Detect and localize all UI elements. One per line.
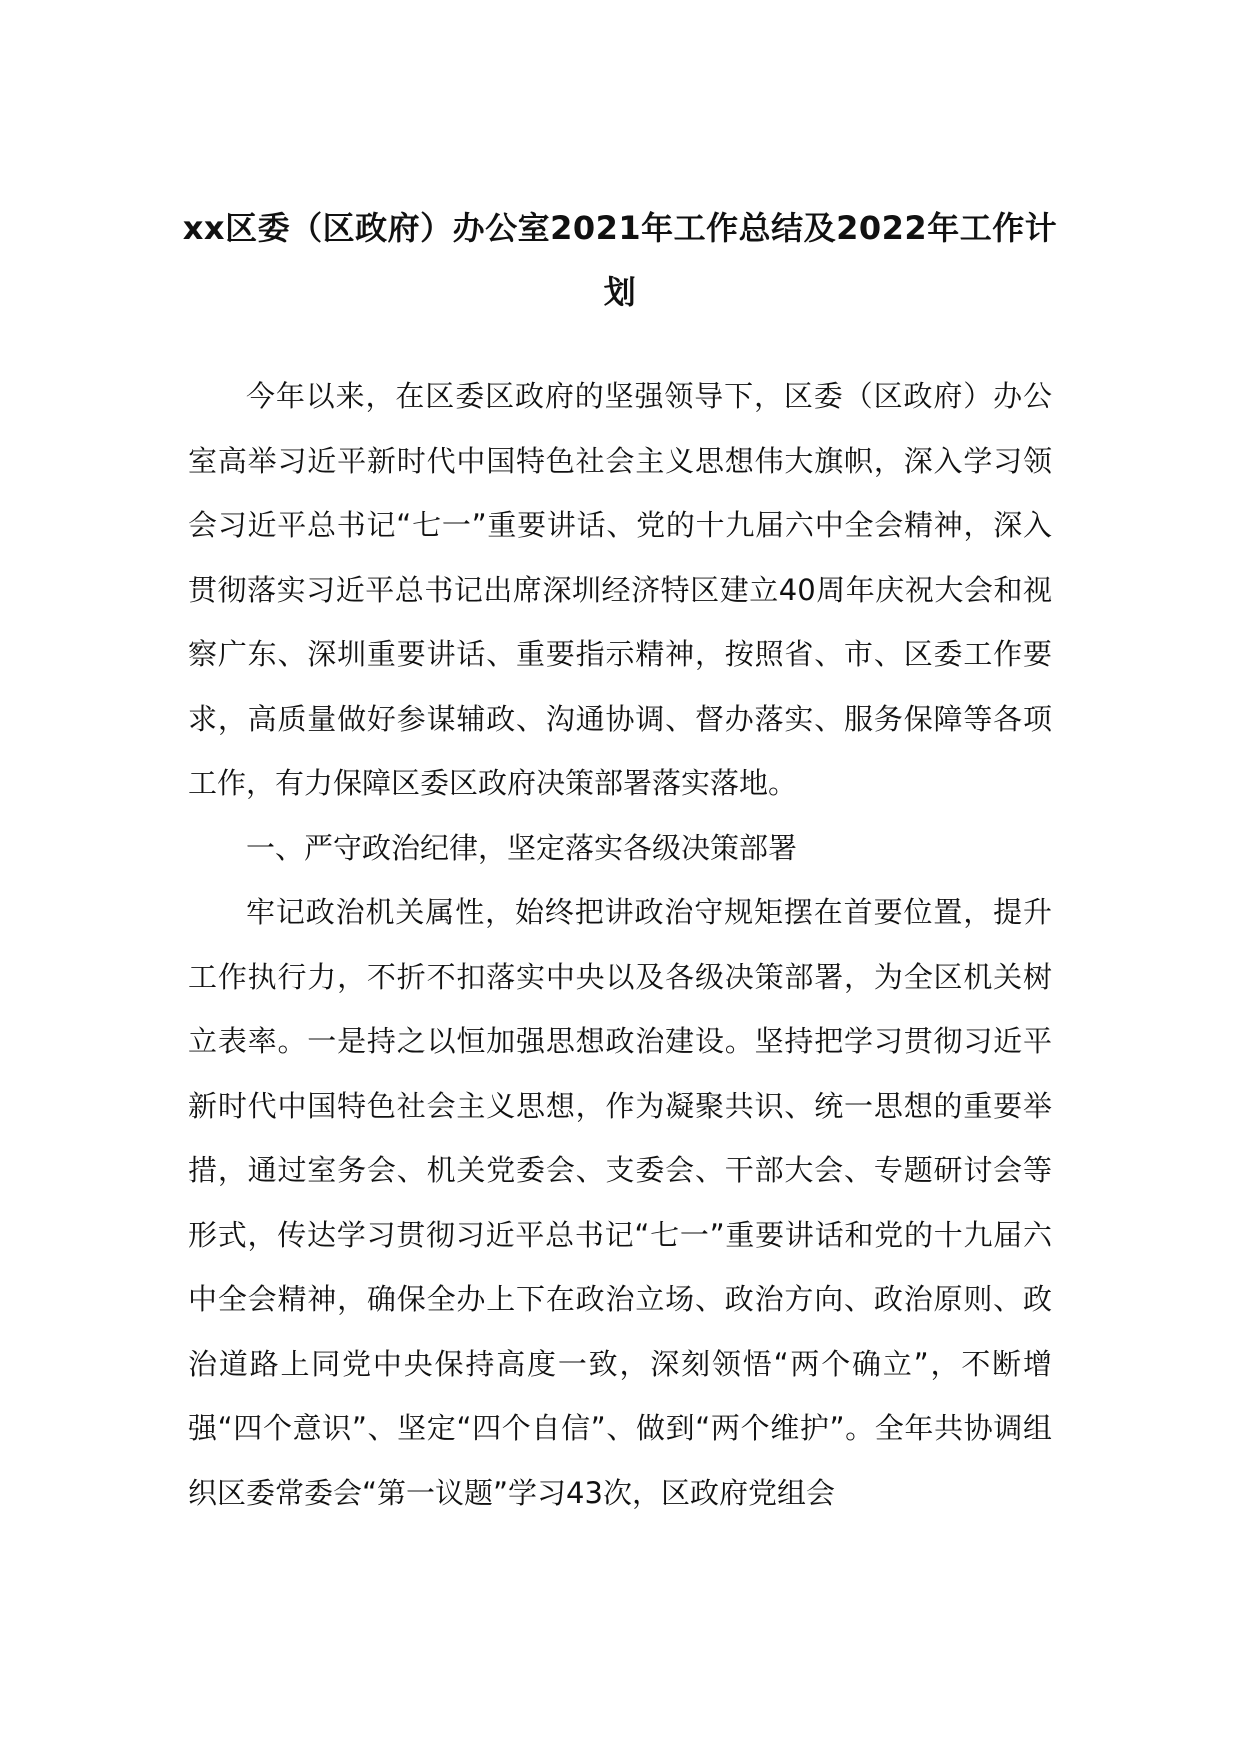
document-title: xx区委（区政府）办公室2021年工作总结及2022年工作计划 [182,209,1058,311]
intro-paragraph: 今年以来，在区委区政府的坚强领导下，区委（区政府）办公室高举习近平新时代中国特色社会主义思想伟大旗帜，深入学习领会习近平总书记“七一”重要讲话、党的十九届六中全会精神，深入贯彻落实习近平总书记出席深圳经济特区建立40周年庆祝大会和视察广东、深圳重要讲话、重要指示精神，按照省、市、区委工作要求，高质量做好参谋辅政、沟通协调、督办落实、服务保障等各项工作，有力保障区委区政府决策部署落实落地。 [188,379,1052,800]
document-body [188,364,1052,1525]
section-heading: 一、严守政治纪律，坚定落实各级决策部署 [246,830,798,865]
section-paragraph: 牢记政治机关属性，始终把讲政治守规矩摆在首要位置，提升工作执行力，不折不扣落实中央以及各级决策部署，为全区机关树立表率。一是持之以恒加强思想政治建设。坚持把学习贯彻习近平新时代中国特色社会主义思想，作为凝聚共识、统一思想的重要举措，通过室务会、机关党委会、支委会、干部大会、专题研讨会等形式，传达学习贯彻习近平总书记“七一”重要讲话和党的十九届六中全会精神，确保全办上下在政治立场、政治方向、政治原则、政治道路上同党中央保持高度一致，深刻领悟“两个确立”，不断增强“四个意识”、坚定“四个自信”、做到“两个维护”。全年共协调组织区委常委会“第一议题”学习43次，区政府党组会 [188,895,1052,1510]
